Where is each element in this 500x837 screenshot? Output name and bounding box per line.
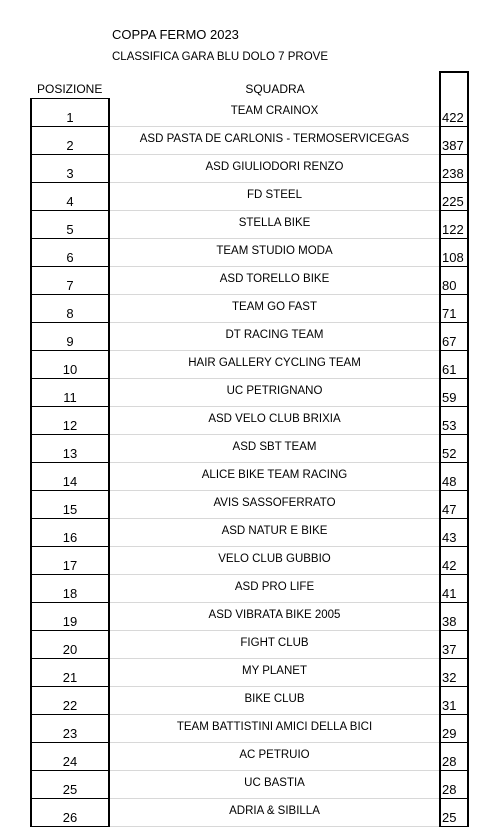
points-cell: 29 [439,715,469,743]
position-cell: 13 [30,435,110,463]
points-cell: 25 [439,799,469,827]
position-cell: 23 [30,715,110,743]
table-row [0,239,500,267]
team-cell: ASD PRO LIFE [110,575,439,603]
position-cell: 19 [30,603,110,631]
header-team: SQUADRA [245,82,305,96]
table-row [0,267,500,295]
position-cell: 22 [30,687,110,715]
document-title: COPPA FERMO 2023 [112,27,239,42]
points-cell: 61 [439,351,469,379]
points-cell: 32 [439,659,469,687]
points-cell: 48 [439,463,469,491]
points-cell: 122 [439,211,469,239]
position-cell: 7 [30,267,110,295]
team-cell: UC BASTIA [110,771,439,799]
team-cell: MY PLANET [110,659,439,687]
team-cell: ASD NATUR E BIKE [110,519,439,547]
table-row [0,351,500,379]
team-cell: ASD TORELLO BIKE [110,267,439,295]
table-row [0,603,500,631]
position-cell: 9 [30,323,110,351]
team-cell: ASD SBT TEAM [110,435,439,463]
position-cell: 17 [30,547,110,575]
points-cell: 387 [439,127,469,155]
position-cell: 15 [30,491,110,519]
table-row [0,463,500,491]
team-cell: ASD GIULIODORI RENZO [110,155,439,183]
team-cell: ASD VELO CLUB BRIXIA [110,407,439,435]
points-cell: 37 [439,631,469,659]
table-row [0,99,500,127]
table-row [0,295,500,323]
table-row [0,407,500,435]
table-row [0,519,500,547]
document-subtitle: CLASSIFICA GARA BLU DOLO 7 PROVE [112,51,329,63]
points-cell: 422 [439,99,469,127]
table-row [0,743,500,771]
points-cell: 31 [439,687,469,715]
points-cell: 80 [439,267,469,295]
table-row [0,687,500,715]
position-cell: 26 [30,799,110,827]
table-row [0,127,500,155]
team-cell: FIGHT CLUB [110,631,439,659]
table-row [0,379,500,407]
points-cell: 53 [439,407,469,435]
team-cell: TEAM STUDIO MODA [110,239,439,267]
position-cell: 6 [30,239,110,267]
points-cell: 71 [439,295,469,323]
team-cell: TEAM GO FAST [110,295,439,323]
position-cell: 8 [30,295,110,323]
points-cell: 238 [439,155,469,183]
points-cell: 67 [439,323,469,351]
team-cell: BIKE CLUB [110,687,439,715]
table-row [0,799,500,827]
position-cell: 18 [30,575,110,603]
table-row [0,715,500,743]
points-cell: 42 [439,547,469,575]
team-cell: FD STEEL [110,183,439,211]
position-cell: 4 [30,183,110,211]
team-cell: UC PETRIGNANO [110,379,439,407]
points-cell: 108 [439,239,469,267]
table-row [0,491,500,519]
team-cell: TEAM BATTISTINI AMICI DELLA BICI [110,715,439,743]
team-cell: STELLA BIKE [110,211,439,239]
table-row [0,659,500,687]
points-cell: 52 [439,435,469,463]
points-cell: 38 [439,603,469,631]
position-cell: 20 [30,631,110,659]
points-cell: 28 [439,743,469,771]
table-row [0,155,500,183]
team-cell: HAIR GALLERY CYCLING TEAM [110,351,439,379]
team-cell: ASD PASTA DE CARLONIS - TERMOSERVICEGAS [110,127,439,155]
position-cell: 5 [30,211,110,239]
position-cell: 16 [30,519,110,547]
points-cell: 28 [439,771,469,799]
position-cell: 10 [30,351,110,379]
points-cell: 41 [439,575,469,603]
position-cell: 2 [30,127,110,155]
position-cell: 12 [30,407,110,435]
header-position: POSIZIONE [37,82,103,96]
team-cell: VELO CLUB GUBBIO [110,547,439,575]
position-cell: 25 [30,771,110,799]
position-cell: 14 [30,463,110,491]
table-row [0,631,500,659]
position-cell: 3 [30,155,110,183]
table-row [0,183,500,211]
team-cell: TEAM CRAINOX [110,99,439,127]
table-row [0,435,500,463]
table-row [0,547,500,575]
team-cell: AVIS SASSOFERRATO [110,491,439,519]
points-cell: 59 [439,379,469,407]
position-cell: 11 [30,379,110,407]
team-cell: ASD VIBRATA BIKE 2005 [110,603,439,631]
team-cell: DT RACING TEAM [110,323,439,351]
table-row [0,771,500,799]
points-cell: 225 [439,183,469,211]
header-points-box [439,71,469,99]
points-cell: 43 [439,519,469,547]
team-cell: ADRIA & SIBILLA [110,799,439,827]
team-cell: AC PETRUIO [110,743,439,771]
team-cell: ALICE BIKE TEAM RACING [110,463,439,491]
table-row [0,575,500,603]
points-cell: 47 [439,491,469,519]
position-cell: 21 [30,659,110,687]
table-row [0,323,500,351]
table-row [0,211,500,239]
position-cell: 24 [30,743,110,771]
position-cell: 1 [30,99,110,127]
